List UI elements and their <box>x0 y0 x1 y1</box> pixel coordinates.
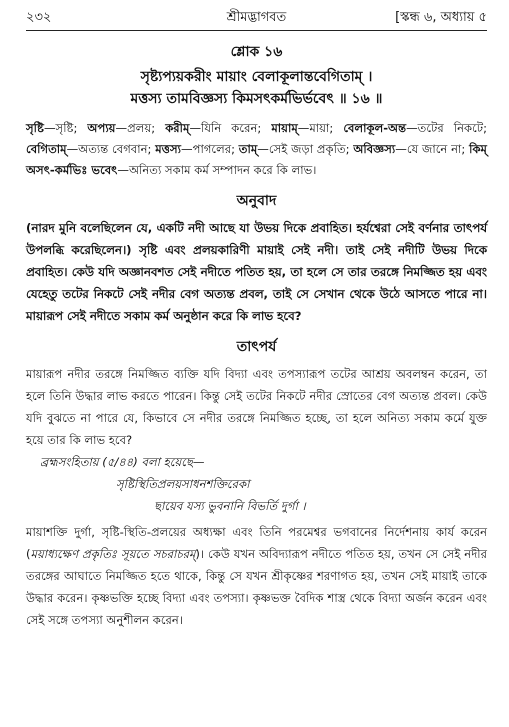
citation-source: ব্রহ্মসংহিতায় (৫/৪৪) <box>40 455 138 469</box>
translation-text: (নারদ মুনি বলেছিলেন যে, একটি নদী আছে যা উভয় দিকে প্রবাহিত। হর্যশ্বেরা সেই বর্ণনার তাৎপর্য উপলব্ধি করেছিলেন।) সৃষ্টি এবং প্রলয়কারিণী মায়াই সেই নদী। তাই সেই নদীটি উভয় দিকে প্রবাহিত। কেউ যদি অজ্ঞানবশত সেই নদীতে পতিত হয়, তা হলে সে তার তরঙ্গে নিমজ্জিত হয় এবং যেহেতু তটের নিকটে সেই নদীর বেগ অত্যন্ত প্রবল, তাই সে সেখান থেকে উঠে আসতে পারে না। মায়ারূপ সেই নদীতে সকাম কর্ম অনুষ্ঠান করে কি লাভ হবে? <box>26 221 487 323</box>
header-rule <box>26 30 487 31</box>
citation-line-2: ছায়েব যস্য ভুবনানি বিভর্তি দুর্গা । <box>154 499 306 513</box>
page-header <box>26 8 487 28</box>
purport-paragraph-1: মায়ারূপ নদীর তরঙ্গে নিমজ্জিত ব্যক্তি যদি বিদ্যা এবং তপস্যারূপ তটের আশ্রয় অবলম্বন করেন, তা হলে তিনি উদ্ধার লাভ করতে পারেন। কিন্তু সেই তটের নিকটে নদীর স্রোতের বেগ অত্যন্ত প্রবল। কেউ যদি বুঝতে না পারে যে, কিভাবে সে নদীর তরঙ্গে নিমজ্জিত হচ্ছে, তা হলে অনিত্য সকাম কর্মে যুক্ত হয়ে তার কি লাভ হবে? <box>26 367 487 447</box>
citation-line-1: সৃষ্টিস্থিতিপ্রলয়সাধনশক্তিরেকা <box>116 477 250 491</box>
verse-line-2: মত্তস্য তামবিজ্ঞস্য কিমসৎকর্মভির্ভবেৎ ॥ ১৬ ॥ <box>130 91 383 107</box>
synonym-meaning: —তটের নিকটে; <box>406 121 487 135</box>
citation-intro <box>40 451 487 473</box>
purport-p2-part-b: )। কেউ যখন অবিদ্যারূপ নদীতে পতিত হয়, তখন সে সেই নদীর তরঙ্গের আঘাতে নিমজ্জিত হতে থাকে, কিন্তু সে যখন শ্রীকৃষ্ণের শরণাগত হয়, তখন সেই মায়াই তাকে উদ্ধার করেন। কৃষ্ণভক্তি হচ্ছে বিদ্যা এবং তপস্যা। কৃষ্ণভক্ত বৈদিক শাস্ত্র থেকে বিদ্যা অর্জন করেন এবং সেই সঙ্গে তপস্যা অনুশীলন করেন। <box>26 547 487 627</box>
chapter-location: [স্কন্ধ ৬, অধ্যায় ৫ <box>395 10 487 25</box>
purport-heading: তাৎপর্য <box>236 339 277 355</box>
synonym-term: বেগিতাম্ <box>26 142 67 156</box>
word-for-word-synonyms <box>26 118 487 181</box>
synonym-meaning: —সেই জড়া প্রকৃতি; <box>257 142 354 156</box>
synonym-meaning: —যে জানে না; <box>395 142 470 156</box>
synonym-term: মত্তস্য <box>155 142 181 156</box>
synonym-meaning: —মায়া; <box>297 121 344 135</box>
synonym-term: অপ্যয় <box>87 121 116 135</box>
synonym-meaning: —অনিত্য সকাম কর্ম সম্পাদন করে কি লাভ। <box>117 163 317 177</box>
synonym-term: কিম্ অসৎ-কর্মভিঃ ভবেৎ <box>26 142 487 177</box>
synonym-term: বেলাকূল-অন্ত <box>343 121 407 135</box>
purport-p2-part-a: মায়াশক্তি দুর্গা, সৃষ্টি-স্থিতি-প্রলয়ের অধ্যক্ষা এবং তিনি পরমেশ্বর ভগবানের নির্দেশনায় কার্য করেন ( <box>26 525 487 561</box>
citation-intro-text: বলা হয়েছে— <box>137 455 205 469</box>
sloka-number: শ্লোক ১৬ <box>230 44 283 60</box>
page-number: ২৩২ <box>26 10 52 25</box>
synonym-meaning: —পাগলের; <box>181 142 239 156</box>
synonym-meaning: —অত্যন্ত বেগবান; <box>66 142 156 156</box>
book-title: শ্রীমদ্ভাগবত <box>226 10 287 25</box>
verse-line-1: সৃষ্ট্যপ্যয়করীং মায়াং বেলাকূলান্তবেগিতাম্ । <box>140 69 373 85</box>
synonym-term: মায়াম্ <box>271 121 298 135</box>
synonym-meaning: —যিনি করেন; <box>189 121 272 135</box>
synonym-term: তাম্ <box>238 142 258 156</box>
gita-quote: ময়াধ্যক্ষেণ প্রকৃতিঃ সূয়তে সচরাচরম্ <box>30 547 196 561</box>
page-content <box>26 40 487 631</box>
translation-heading: অনুবাদ <box>236 193 277 209</box>
synonym-meaning: —সৃষ্টি; <box>43 121 88 135</box>
purport-paragraph-2 <box>26 521 487 631</box>
synonym-meaning: —প্রলয়; <box>115 121 166 135</box>
synonym-term: করীম্ <box>165 121 190 135</box>
synonym-term: সৃষ্টি <box>26 121 44 135</box>
synonym-term: অবিজ্ঞস্য <box>353 142 396 156</box>
